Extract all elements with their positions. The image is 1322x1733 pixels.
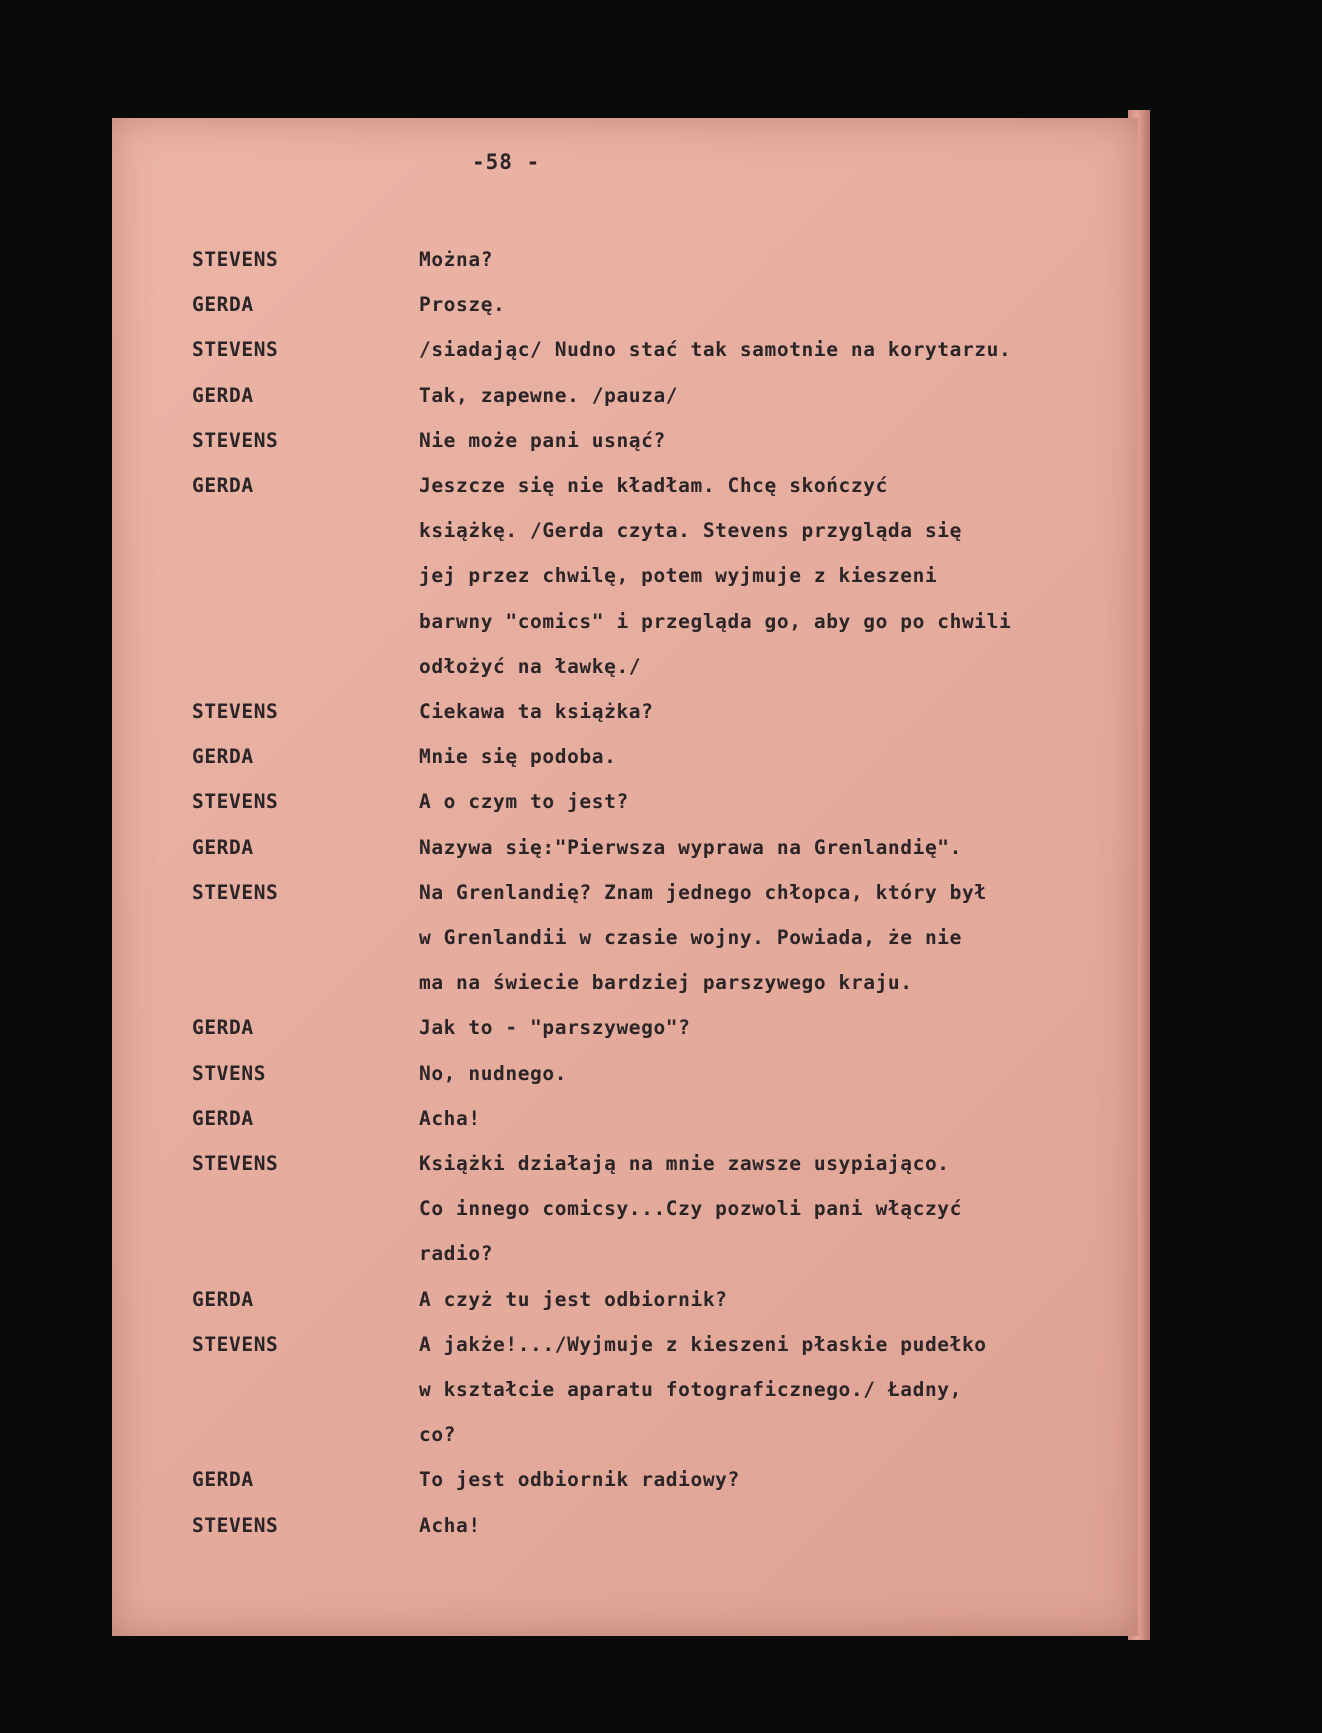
dialogue-text: barwny "comics" i przegląda go, aby go po chwili bbox=[419, 609, 1012, 633]
speaker-name: STEVENS bbox=[192, 1332, 279, 1356]
dialogue-text: w Grenlandii w czasie wojny. Powiada, że nie bbox=[419, 926, 962, 949]
dialogue-text: radio? bbox=[419, 1242, 494, 1266]
dialogue-text: książkę. /Gerda czyta. Stevens przygląda się bbox=[419, 519, 962, 543]
dialogue-text: To jest odbiornik radiowy? bbox=[419, 1468, 740, 1492]
dialogue-text: Jeszcze się nie kładłam. Chcę skończyć bbox=[419, 474, 888, 497]
dialogue-text: co? bbox=[419, 1423, 457, 1447]
speaker-name: STEVENS bbox=[192, 700, 279, 723]
dialogue-text: A o czym to jest? bbox=[419, 790, 629, 814]
speaker-name: STEVENS bbox=[192, 428, 279, 452]
dialogue-text: Acha! bbox=[419, 1513, 481, 1537]
speaker-name: STEVENS bbox=[192, 338, 279, 362]
speaker-name: STEVENS bbox=[192, 880, 279, 904]
dialogue-text: jej przez chwilę, potem wyjmuje z kieszeni bbox=[419, 564, 938, 588]
speaker-name: STEVENS bbox=[192, 1152, 279, 1175]
dialogue-text: Nazywa się:"Pierwsza wyprawa na Grenlandię". bbox=[419, 835, 962, 859]
dialogue-text: /siadając/ Nudno stać tak samotnie na korytarzu. bbox=[419, 338, 1012, 362]
dialogue-text: w kształcie aparatu fotograficznego./ Ładny, bbox=[419, 1378, 962, 1401]
speaker-name: GERDA bbox=[192, 835, 254, 859]
dialogue-text: Tak, zapewne. /pauza/ bbox=[419, 383, 679, 407]
speaker-name: GERDA bbox=[192, 1016, 254, 1040]
speaker-name: GERDA bbox=[192, 293, 254, 317]
dialogue-text: No, nudnego. bbox=[419, 1061, 568, 1085]
dialogue-text: Jak to - "parszywego"? bbox=[419, 1016, 691, 1040]
dialogue-text: Nie może pani usnąć? bbox=[419, 428, 666, 452]
dialogue-text: Mnie się podoba. bbox=[419, 745, 617, 769]
dialogue-text: Książki działają na mnie zawsze usypiająco. bbox=[419, 1152, 950, 1175]
dialogue-text: A jakże!.../Wyjmuje z kieszeni płaskie pudełko bbox=[419, 1332, 987, 1356]
speaker-name: GERDA bbox=[192, 383, 254, 407]
dialogue-text: odłożyć na ławkę./ bbox=[419, 654, 642, 678]
speaker-name: GERDA bbox=[192, 1468, 254, 1492]
dialogue-text: Na Grenlandię? Znam jednego chłopca, który był bbox=[419, 880, 987, 904]
speaker-name: STEVENS bbox=[192, 790, 279, 814]
speaker-name: STVENS bbox=[192, 1061, 267, 1085]
speaker-name: STEVENS bbox=[192, 1513, 279, 1537]
page-number: -58 - bbox=[472, 150, 541, 174]
speaker-name: GERDA bbox=[192, 1287, 254, 1311]
dialogue-text: Można? bbox=[419, 248, 494, 271]
dialogue-text: ma na świecie bardziej parszywego kraju. bbox=[419, 971, 913, 995]
speaker-name: GERDA bbox=[192, 474, 254, 497]
dialogue-text: Acha! bbox=[419, 1106, 481, 1130]
dialogue-text: A czyż tu jest odbiornik? bbox=[419, 1287, 728, 1311]
speaker-name: STEVENS bbox=[192, 248, 279, 271]
dialogue-text: Proszę. bbox=[419, 293, 506, 317]
speaker-name: GERDA bbox=[192, 1106, 254, 1130]
speaker-name: GERDA bbox=[192, 745, 254, 769]
dialogue-text: Ciekawa ta książka? bbox=[419, 700, 654, 723]
dialogue-text: Co innego comicsy...Czy pozwoli pani włączyć bbox=[419, 1197, 962, 1221]
